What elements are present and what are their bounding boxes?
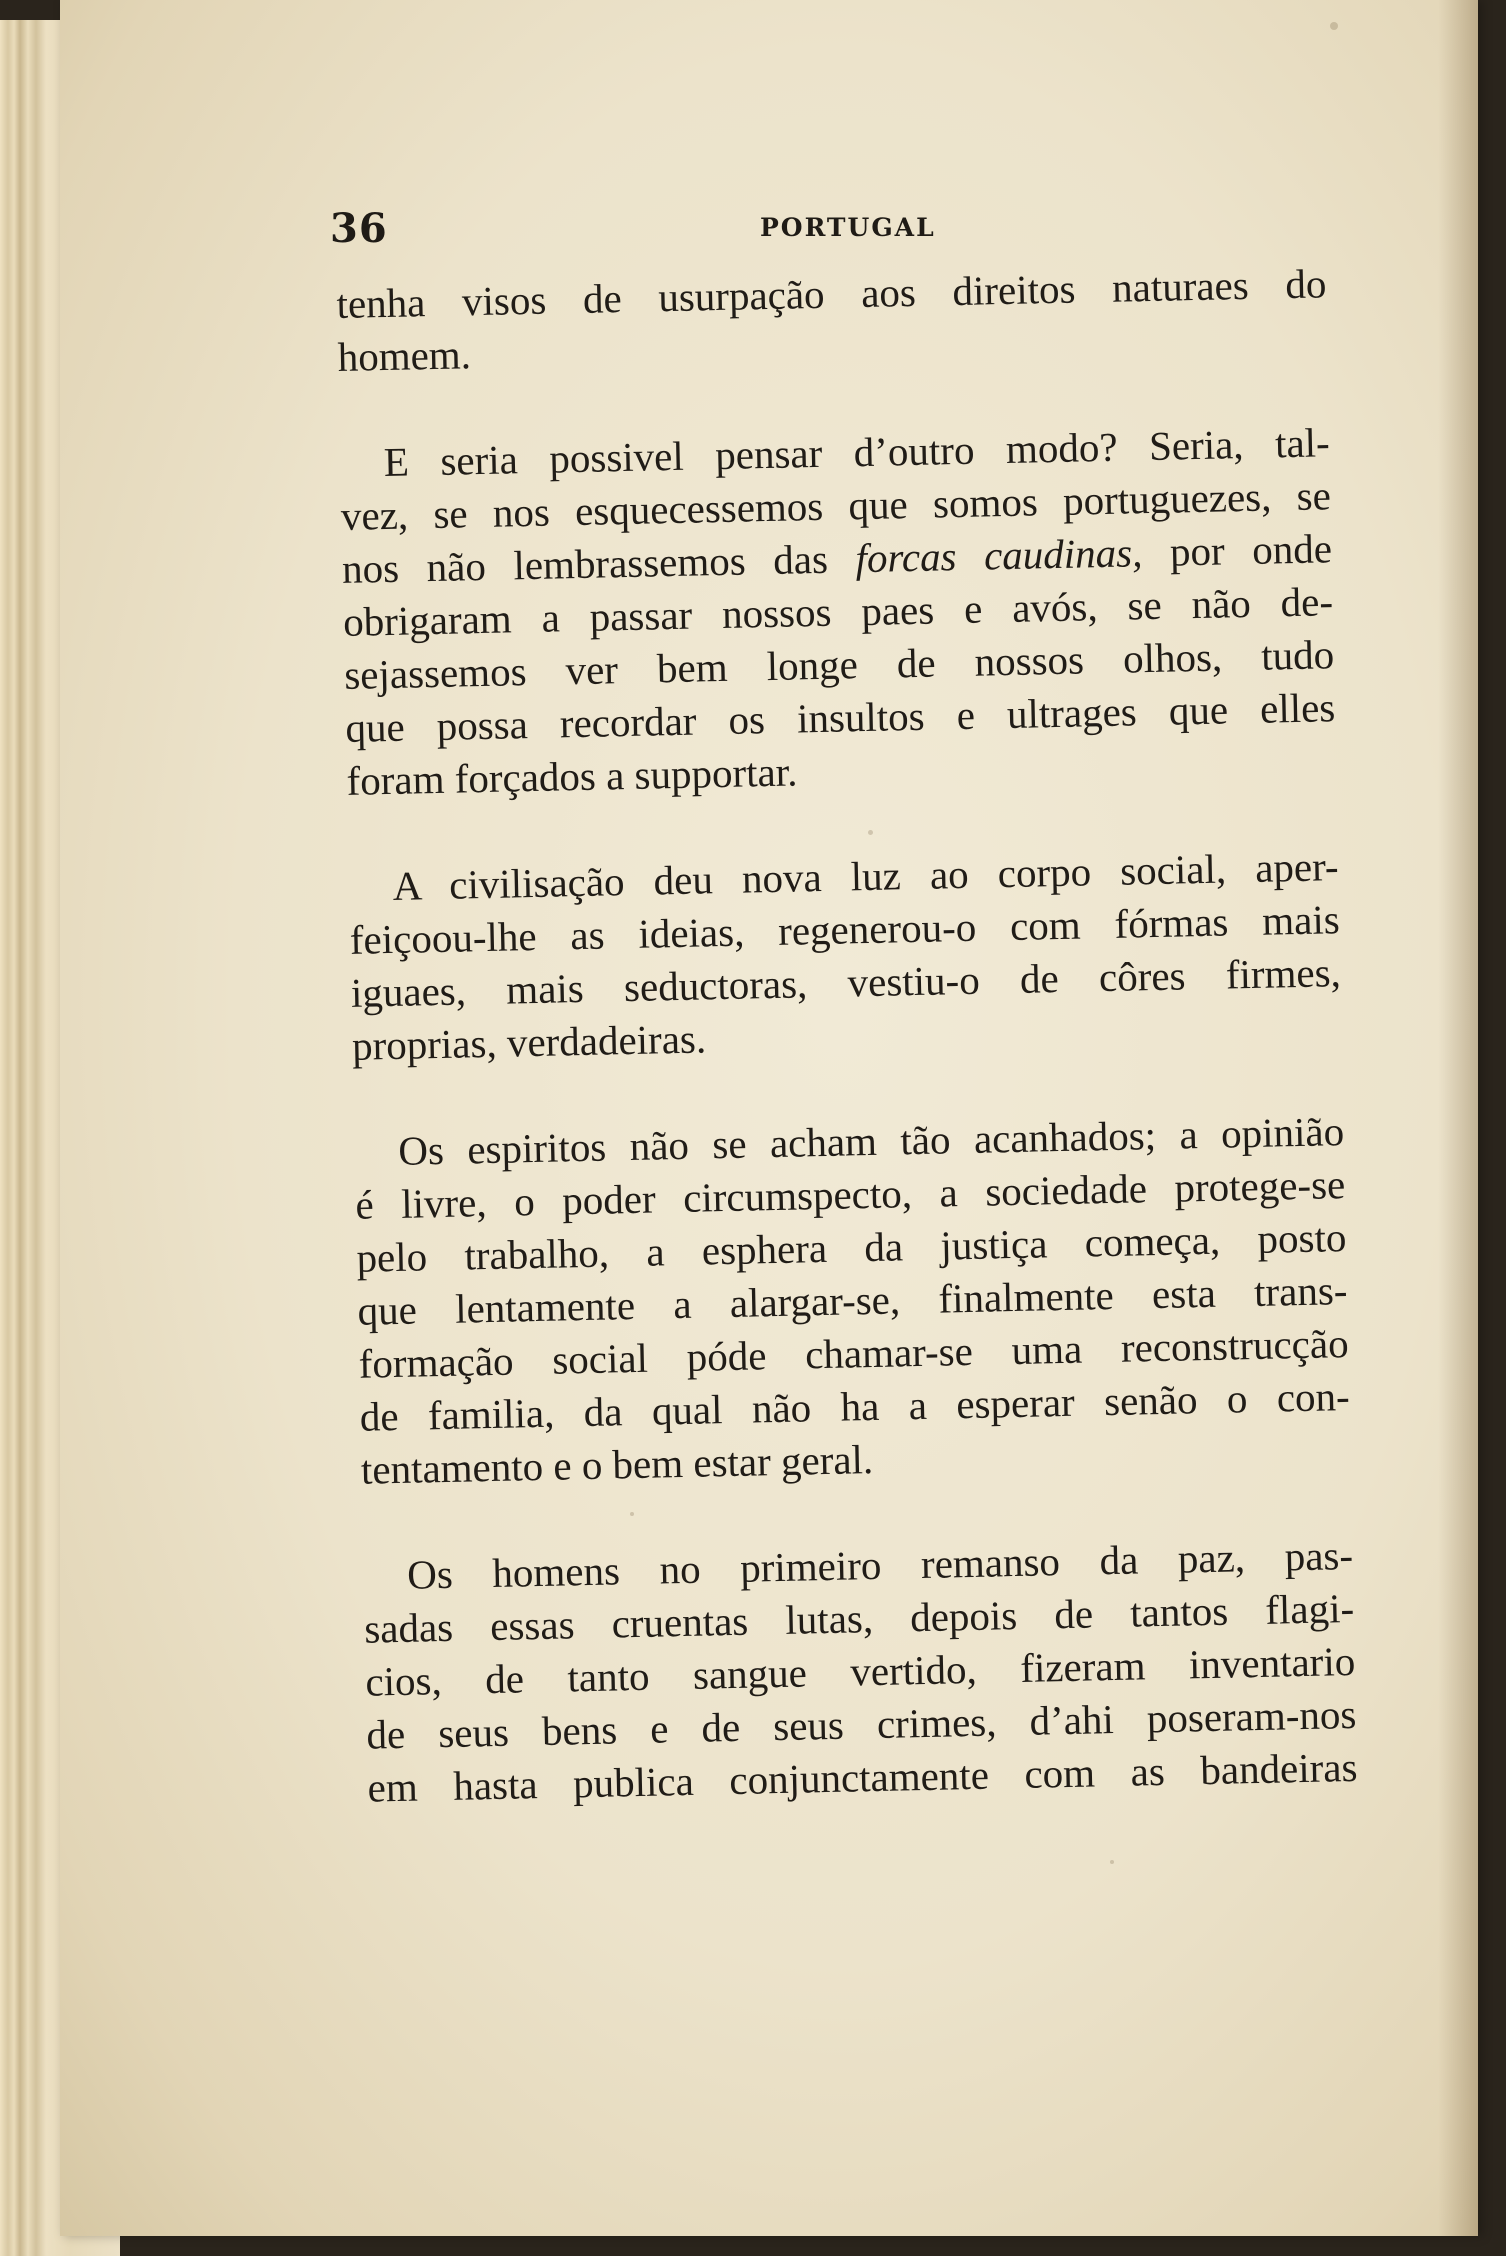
text-line: Os espiritos não se acham tão acanhados; a opinião <box>397 1108 1345 1174</box>
running-head <box>330 205 990 265</box>
body-text <box>336 257 1358 1814</box>
text-line: que lentamente a alargar-se, finalmente esta trans- <box>357 1267 1348 1334</box>
text-line: cios, de tanto sangue vertido, fizeram inventario <box>364 1637 1356 1705</box>
text-line: iguaes, mais seductoras, vestiu-o de côres firmes, <box>350 949 1342 1016</box>
text-line: é livre, o poder circumspecto, a sociedade protege-se <box>354 1161 1346 1228</box>
text-line: pelo trabalho, a esphera da justiça começa, posto <box>356 1214 1347 1281</box>
italic-phrase: forcas caudinas, <box>855 529 1143 582</box>
text-line: E seria possivel pensar d’outro modo? Seria, tal- <box>383 419 1331 486</box>
text-line: de familia, da qual não ha a esperar senão o con- <box>359 1373 1351 1440</box>
text-line: A civilisação deu nova luz ao corpo social, aper- <box>392 843 1340 909</box>
text-fragment: por onde <box>1169 525 1333 575</box>
text-line: formação social póde chamar-se uma reconstrucção <box>358 1320 1350 1387</box>
header-title: PORTUGAL <box>760 213 936 242</box>
text-line: de seus bens e de seus crimes, d’ahi poseram-nos <box>366 1690 1357 1758</box>
text-line: em hasta publica conjunctamente com as bandeiras <box>367 1743 1358 1811</box>
text-line: feiçoou-lhe as ideias, regenerou-o com fórmas mais <box>349 896 1341 963</box>
text-line: tentamento e o bem estar geral. <box>360 1436 874 1493</box>
paragraph-3 <box>348 840 1342 1073</box>
text-line: Os homens no primeiro remanso da paz, pas- <box>406 1531 1354 1598</box>
page-number: 36 <box>330 205 388 252</box>
text-line: sejassemos ver bem longe de nossos olhos, tudo <box>343 631 1335 698</box>
text-line: obrigaram a passar nossos paes e avós, se não de- <box>342 578 1334 645</box>
text-fragment: nos não lembrassemos das <box>341 535 829 592</box>
text-line: foram forçados a supportar. <box>346 748 798 804</box>
text-line: tenha visos de usurpação aos direitos naturaes do <box>336 260 1327 327</box>
text-line: homem. <box>337 331 472 380</box>
text-line: proprias, verdadeiras. <box>351 1015 707 1069</box>
text-line: vez, se nos esquecessemos que somos portuguezes, se <box>340 472 1332 539</box>
text-line: que possa recordar os insultos e ultrages que elles <box>344 684 1336 751</box>
paragraph-1 <box>336 257 1328 384</box>
paragraph-5 <box>363 1529 1358 1815</box>
text-line: sadas essas cruentas lutas, depois de tantos flagi- <box>363 1584 1355 1652</box>
page-shadow <box>1438 0 1478 2236</box>
paragraph-4 <box>354 1105 1352 1497</box>
paragraph-2 <box>339 416 1337 808</box>
